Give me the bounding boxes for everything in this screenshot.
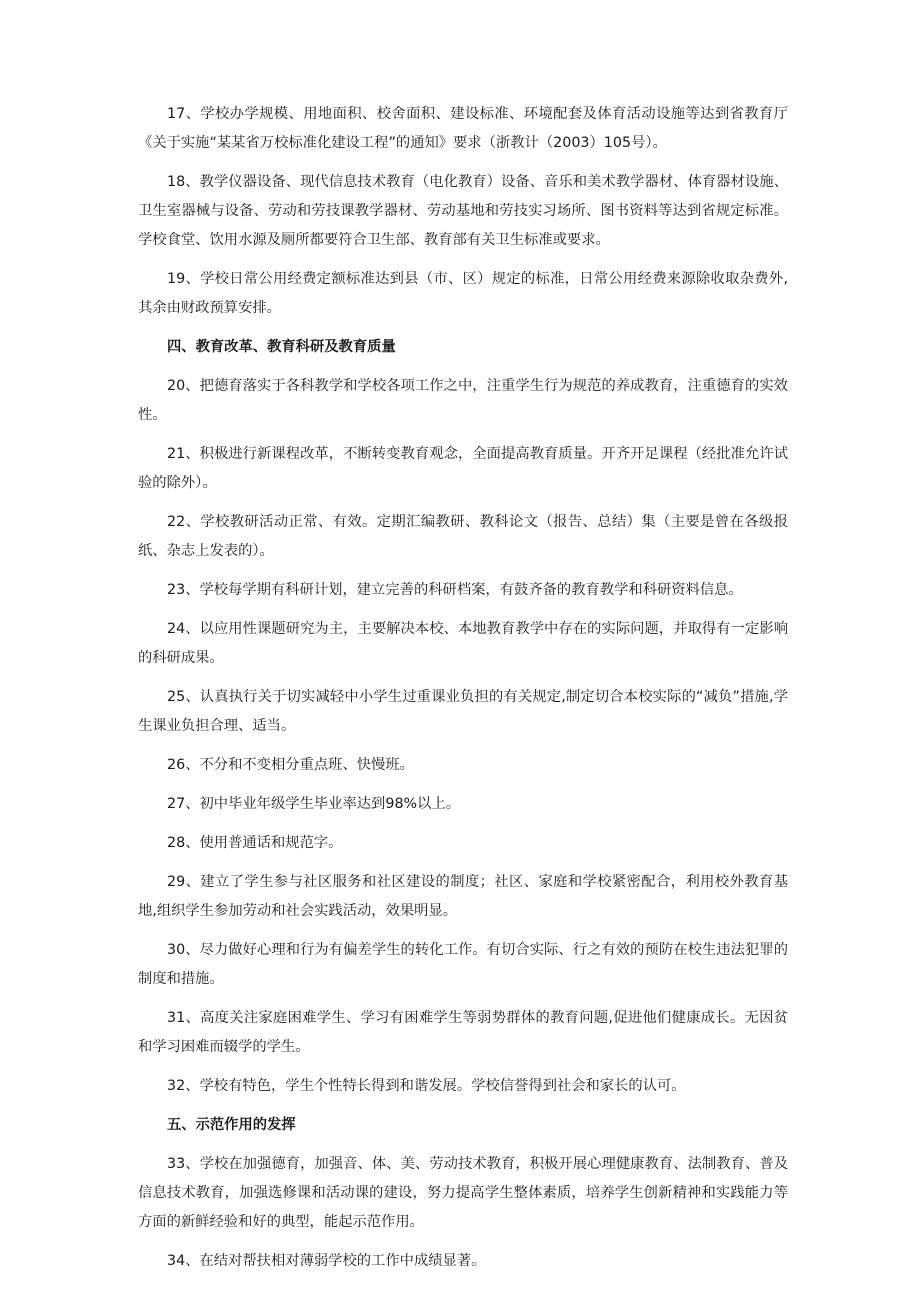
clause-20: 20、把德育落实于各科教学和学校各项工作之中，注重学生行为规范的养成教育，注重德育的实效性。 [138, 378, 788, 423]
clause-32: 32、学校有特色，学生个性特长得到和谐发展。学校信誉得到社会和家长的认可。 [167, 1078, 686, 1094]
clause-19: 19、学校日常公用经费定额标准达到县（市、区）规定的标准，日常公用经费来源除收取杂费外,其余由财政预算安排。 [138, 271, 788, 316]
clause-27: 27、初中毕业年级学生毕业率达到98%以上。 [167, 796, 461, 812]
clause-30: 30、尽力做好心理和行为有偏差学生的转化工作。有切合实际、行之有效的预防在校生违法犯罪的制度和措施。 [138, 942, 788, 987]
clause-24: 24、以应用性课题研究为主，主要解决本校、本地教育教学中存在的实际问题，并取得有一定影响的科研成果。 [138, 621, 788, 666]
section-heading-4: 四、教育改革、教育科研及教育质量 [167, 339, 396, 355]
clause-34: 34、在结对帮扶相对薄弱学校的工作中成绩显著。 [167, 1253, 486, 1269]
section-heading-5: 五、示范作用的发挥 [167, 1117, 296, 1133]
clause-23: 23、学校每学期有科研计划，建立完善的科研档案，有鼓齐备的教育教学和科研资料信息。 [167, 582, 743, 598]
clause-31: 31、高度关注家庭困难学生、学习有困难学生等弱势群体的教育问题,促进他们健康成长。无因贫和学习困难而辍学的学生。 [138, 1010, 788, 1055]
clause-29: 29、建立了学生参与社区服务和社区建设的制度；社区、家庭和学校紧密配合，利用校外教育基地,组织学生参加劳动和社会实践活动，效果明显。 [138, 874, 788, 919]
clause-26: 26、不分和不变相分重点班、快慢班。 [167, 757, 414, 773]
clause-33: 33、学校在加强德育，加强音、体、美、劳动技术教育，积极开展心理健康教育、法制教育、普及信息技术教育，加强选修课和活动课的建设，努力提高学生整体素质，培养学生创新精神和实践能力等方面的新鲜经验和好的典型，能起示范作用。 [138, 1156, 788, 1230]
clause-17: 17、学校办学规模、用地面积、校舍面积、建设标准、环境配套及体育活动设施等达到省教育厅《关于实施“某某省万校标准化建设工程”的通知》要求（浙教计（2003）105号）。 [138, 106, 788, 151]
clause-18: 18、教学仪器设备、现代信息技术教育（电化教育）设备、音乐和美术教学器材、体育器材设施、卫生室器械与设备、劳动和劳技课教学器材、劳动基地和劳技实习场所、图书资料等达到省规定标准。学校食堂、饮用水源及厕所都要符合卫生部、教育部有关卫生标准或要求。 [138, 174, 788, 248]
clause-25: 25、认真执行关于切实减轻中小学生过重课业负担的有关规定,制定切合本校实际的“减负”措施,学生课业负担合理、适当。 [138, 689, 788, 734]
clause-21: 21、积极进行新课程改革，不断转变教育观念，全面提高教育质量。开齐开足课程（经批准允许试验的除外）。 [138, 446, 788, 491]
document-page [138, 100, 788, 1286]
clause-22: 22、学校教研活动正常、有效。定期汇编教研、教科论文（报告、总结）集（主要是曾在各级报纸、杂志上发表的）。 [138, 514, 788, 559]
clause-28: 28、使用普通话和规范字。 [167, 835, 343, 851]
